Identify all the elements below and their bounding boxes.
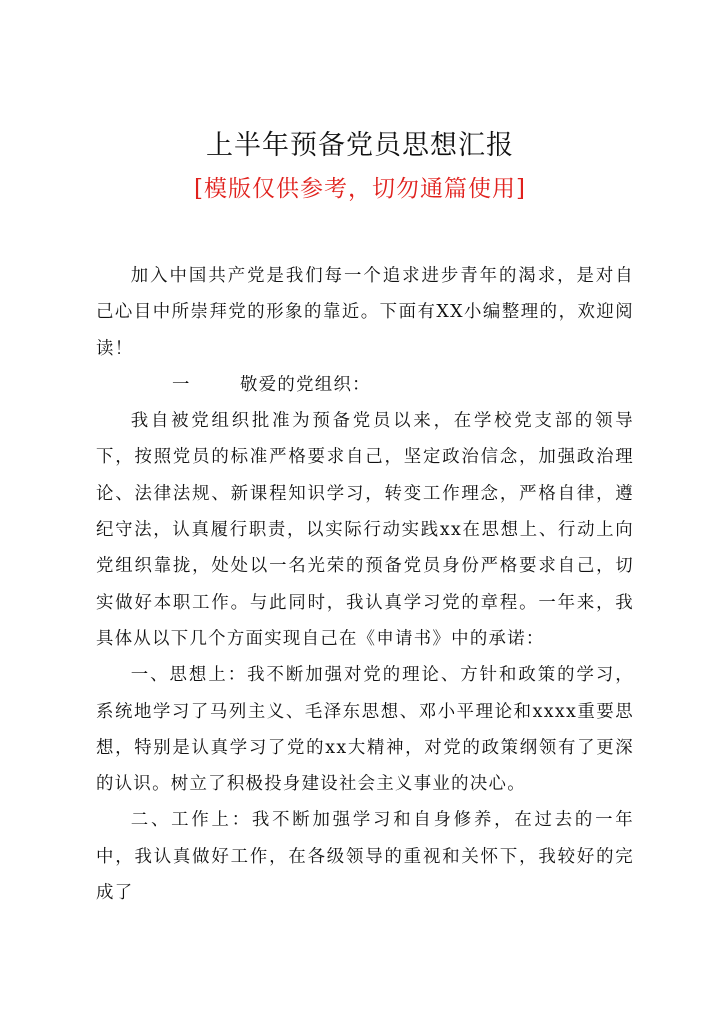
salutation-text: 敬爱的党组织： bbox=[240, 374, 371, 395]
salutation-line bbox=[96, 367, 634, 403]
document-body bbox=[96, 258, 634, 911]
body-paragraph-1: 我自被党组织批准为预备党员以来，在学校党支部的领导下，按照党员的标准严格要求自己，坚定政治信念，加强政治理论、法律法规、新课程知识学习，转变工作理念，严格自律，遵纪守法，认真履行职责，以实际行动实践xx在思想上、行动上向党组织靠拢，处处以一名光荣的预备党员身份严格要求自己，切实做好本职工作。与此同时，我认真学习党的章程。一年来，我具体从以下几个方面实现自己在《申请书》中的承诺： bbox=[96, 411, 634, 649]
body-paragraph-3: 二、工作上：我不断加强学习和自身修养，在过去的一年中，我认真做好工作，在各级领导的重视和关怀下，我较好的完成了 bbox=[96, 810, 634, 904]
intro-paragraph: 加入中国共产党是我们每一个追求进步青年的渴求，是对自己心目中所崇拜党的形象的靠近。下面有XX小编整理的，欢迎阅读！ bbox=[96, 266, 634, 359]
salutation-dash: 一 bbox=[172, 374, 191, 395]
document-title: 上半年预备党员思想汇报 bbox=[206, 130, 514, 161]
body-paragraph-2: 一、思想上：我不断加强对党的理论、方针和政策的学习，系统地学习了马列主义、毛泽东思想、邓小平理论和xxxx重要思想，特别是认真学习了党的xx大精神，对党的政策纲领有了更深的认识。树立了积极投身建设社会主义事业的决心。 bbox=[96, 665, 634, 795]
template-notice: [模版仅供参考，切勿通篇使用] bbox=[194, 176, 526, 202]
